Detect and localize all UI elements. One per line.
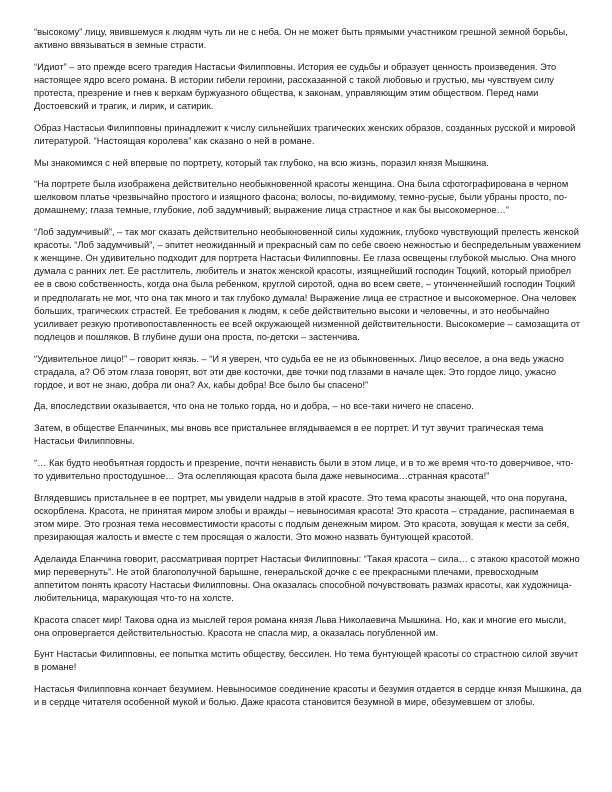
document-page [34, 26, 582, 718]
paragraph-11: Вглядевшись пристальнее в ее портрет, мы увидели надрыв в этой красоте. Это тема красоты знающей, что она поругана, оскорблена. Красота, не принятая миром злобы и вражды – невыносимая красота! Это красота – страдание, распинаемая в этом мире. Это грозная тема несовместимости красоты с подлым денежным миром. Это красота, зовущая к мести за себя, презирающая жалость и вместе с тем просящая о жалости. Это можно назвать бунтующей красотой. [34, 492, 575, 542]
paragraph-4: Мы знакомимся с ней впервые по портрету, который так глубоко, на всю жизнь, поразил князя Мышкина. [34, 157, 489, 168]
paragraph-6: “Лоб задумчивый”, – так мог сказать действительно необыкновенной силы художник, глубоко чувствующий прелесть женской красоты. “Лоб задумчивый”, – эпитет неожиданный и прекрасный сам по себе своею нежностью и беспредельным уважением к женщине. Он удивительно подходит для портрета Настасьи Филипповны. Ее глаза освещены глубокой мыслью. Она много думала с ранних лет. Ее растлитель, любитель и знаток женской красоты, изящнейший господин Тоцкий, который приобрел ее в свою собственность, когда она была ребенком, круглой сиротой, одна во всем свете, – утонченнейший господин Тоцкий и предполагать не мог, что она так много и так глубоко думала! Выражение лица ее страстное и высокомерное. Она человек больших, трагических страстей. Ее требования к людям, к себе действительно высоки и человечны, и это необычайно усиливает резкую противопоставленность ее всей окружающей низменной действительности. Высокомерие – самозащита от подлецов и пошляков. В глубине души она проста, по-детски – застенчива. [34, 227, 581, 342]
quote-beauty: “… Как будто необъятная гордость и презрение, почти ненависть были в этом лице, и в то же время что-то доверчивое, что-то удивительно простодушное… Эта ослепляющая красота была даже невыносима…странная красота!” [34, 457, 574, 481]
paragraph-2: “Идиот” – это прежде всего трагедия Настасьи Филипповны. История ее судьбы и образует ценность произведения. Это настоящее ядро всего романа. В истории гибели героини, рассказанной с такой любовью и грустью, мы чувствуем силу протеста, презрение и гнев к верхам буржуазного общества, к законам, управляющим этим обществом. Перед нами Достоевский и трагик, и лирик, и сатирик. [34, 61, 557, 112]
quote-prince: “Удивительное лицо!” – говорит князь. – “И я уверен, что судьба ее не из обыкновенных. Лицо веселое, а она ведь ужасно страдала, а? Об этом глаза говорят, вот эти две косточки, две точки под глазами в начале щек. Это гордое лицо, ужасно гордое, и вот не знаю, добра ли она? Ах, кабы добра! Все было бы спасено!” [34, 353, 564, 390]
paragraph-14: Бунт Настасьи Филипповны, ее попытка мстить обществу, бессилен. Но тема бунтующей красоты со страстною силой звучит в романе! [34, 649, 579, 673]
paragraph-13: Красота спасет мир! Такова одна из мыслей героя романа князя Льва Николаевича Мышкина. Но, как и многие его мысли, она опровергается действительностью. Красота не спасла мир, а оказалась погубленной им. [34, 614, 567, 638]
paragraph-12: Аделаида Епанчина говорит, рассматривая портрет Настасьи Филипповны: “Такая красота – сила… с этакою красотой можно мир перевернуть”. Не этой благополучной барышне, генеральской дочке с ее прекрасными плечами, превосходным аппетитом понять красоту Настасьи Филипповны. Она оказалась способной почувствовать размах красоты, как художница-любительница, маракующая что-то на холсте. [34, 553, 580, 603]
paragraph-3: Образ Настасьи Филипповны принадлежит к числу сильнейших трагических женских образов, созданных русской и мировой литературой. “Настоящая королева” как сказано о ней в романе. [34, 122, 576, 146]
quote-portrait: “На портрете была изображена действительно необыкновенной красоты женщина. Она была сфотографирована в черном шелковом платье чрезвычайно простого и изящного фасона; волосы, по-видимому, темно-русые, были убраны просто, по-домашнему; глаза темные, глубокие, лоб задумчивый; выражение лица страстное и как бы высокомерное…” [34, 179, 569, 216]
paragraph-1: “высокому” лицу, явившемуся к людям чуть ли не с неба. Он не может быть прямыми участником грешной земной борьбы, активно ввязываться в земные страсти. [34, 27, 568, 51]
paragraph-15: Настасья Филипповна кончает безумием. Невыносимое соединение красоты и безумия отдается в сердце князя Мышкина, да и в сердце читателя особенной мукой и болью. Даже красота становится безумной в мире, обезумевшем от злобы. [34, 684, 582, 708]
paragraph-9: Затем, в обществе Епанчиных, мы вновь все пристальнее вглядываемся в ее портрет. И тут звучит трагическая тема Настасьи Филипповны. [34, 423, 544, 447]
paragraph-8: Да, впоследствии оказывается, что она не только горда, но и добра, – но все-таки ничего не спасено. [34, 401, 474, 412]
